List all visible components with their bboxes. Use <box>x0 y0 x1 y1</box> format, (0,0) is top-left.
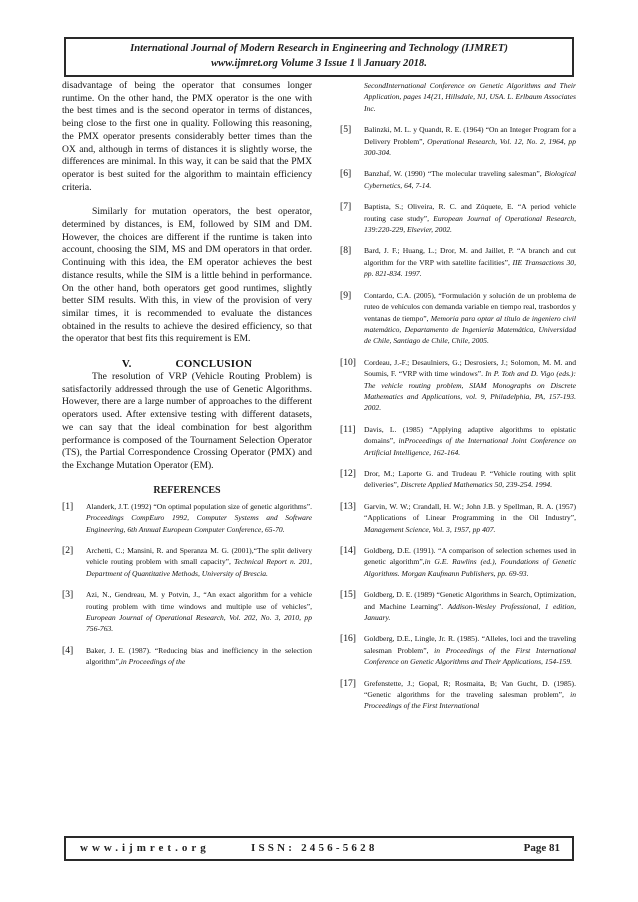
reference-number: [2] <box>62 544 74 556</box>
reference-item <box>340 290 576 347</box>
reference-text: Baptista, S.; Oliveira, R. C. and Zúquete, E. “A period vehicle routing case study”, European Journal of Operational Research, 139:220-229, Elsevier, 2002. <box>364 202 576 235</box>
reference-number: [13] <box>340 500 356 512</box>
reference-number: [6] <box>340 168 352 180</box>
reference-item <box>340 124 576 158</box>
reference-text: Alanderk, J.T. (1992) “On optimal population size of genetic algorithms”. Proceedings CompEuro 1992, Computer Systems and Software Engineering, 6th Annual European Computer Conference, 65-70. <box>86 501 312 534</box>
reference-continuation: SecondInternational Conference on Genetic Algorithms and Their Application, pages 14{21, Hillsdale, NJ, USA. L. Erlbaum Associates Inc. <box>364 81 576 113</box>
reference-text: Banzhaf, W. (1990) “The molecular traveling salesman”, Biological Cybernetics, 64, 7-14. <box>364 169 576 190</box>
reference-text: Goldberg, D.E. (1991). “A comparison of selection schemes used in genetic algorithm”,in G.E. Rawlins (ed.), Foundations of Genetic Algorithms. Morgan Kaufmann Publishers, pp. 69-93. <box>364 546 576 578</box>
reference-text: Balinzki, M. L. y Quandt, R. E. (1964) “On an Integer Program for a Delivery Problem”, Operational Research, Vol. 12, No. 2, 1964, pp 300-304. <box>364 125 576 158</box>
reference-number: [14] <box>340 545 356 556</box>
reference-number: [5] <box>340 124 352 136</box>
conclusion-number: V. <box>121 358 132 371</box>
references-heading: REFERENCES <box>153 484 221 496</box>
reference-number: [16] <box>340 633 356 645</box>
reference-item <box>340 589 576 623</box>
reference-number: [17] <box>340 677 356 689</box>
reference-item <box>340 501 576 535</box>
reference-item <box>62 645 312 668</box>
reference-item <box>340 468 576 491</box>
reference-number: [7] <box>340 201 352 213</box>
reference-text: Goldberg, D. E. (1989) “Genetic Algorithms in Search, Optimization, and Machine Learning”. Addison-Wesley Professional, 1 edition, January. <box>364 590 576 623</box>
journal-title: International Journal of Modern Research in Engineering and Technology (IJMRET) <box>130 43 508 54</box>
reference-number: [3] <box>62 589 74 601</box>
reference-number: [4] <box>62 644 74 656</box>
footer-website: www.ijmret.org <box>80 842 210 854</box>
reference-item <box>340 424 576 458</box>
reference-item <box>62 501 312 535</box>
conclusion-title: CONCLUSION <box>175 358 253 371</box>
reference-text: Bard, J. F.; Huang, L.; Dror, M. and Jaillet, P. “A branch and cut algorithm for the VRP with satellite facilities”, IIE Transactions 30, pp. 821-834. 1997. <box>364 246 576 279</box>
reference-item <box>340 168 576 191</box>
conclusion-heading <box>62 358 312 371</box>
reference-text: Contardo, C.A. (2005), “Formulación y solución de un problema de ruteo de vehículos con demanda variable en tiempo real, trasbordos y ventanas de tiempo”, Memoria para optar al título de ingeniero civil matemático, Departamento de Ingeniería Matemática, Universidad de Chile, Santiago de Chile, Chile, 2005. <box>364 290 576 346</box>
reference-item <box>340 633 576 667</box>
journal-header <box>64 37 574 77</box>
left-column <box>62 80 312 678</box>
reference-number: [1] <box>62 500 74 512</box>
page-footer <box>64 836 574 861</box>
reference-item <box>62 589 312 635</box>
paragraph-conclusion: The resolution of VRP (Vehicle Routing Problem) is satisfactorily addressed through the use of Genetic Algorithms. However, there are a large number of approaches to the different operators used. After extensive testing with different datasets, we can say that the ideal combination for best algorithm performance is composed of the Tournament Selection Operator (TS), the Partial Correspondence Crossing Operator (PMX) and the Exchange Mutation Operator (EM). <box>62 371 312 471</box>
reference-number: [15] <box>340 589 356 601</box>
reference-text: Cordeau, J.-F.; Desaulniers, G.; Desrosiers, J.; Solomon, M. M. and Soumis, F. “VRP with time windows”. In P. Toth and D. Vigo (eds.): The vehicle routing problem, SIAM Monographs on Discrete Mathematics and Applications, vol. 9, Philadelphia, PA, 157-193. 2002. <box>364 357 576 413</box>
footer-issn: ISSN: 2456-5628 <box>251 842 378 854</box>
paragraph-crossover: disadvantage of being the operator that consumes longer runtime. On the other hand, the PMX operator is the one with the best times and is the second operator in terms of distances, being close to the first one in quality. Following this reasoning, the PMX operator presents considerably better times than the OX and, although in terms of distances it is slightly worse, the differences are minimal. In this way, it can be said that the PMX operator is best suited for the algorithm to maintain efficiency criteria. <box>62 80 312 193</box>
reference-item <box>340 245 576 279</box>
paragraph-mutation: Similarly for mutation operators, the best operator, determined by distances, is EM, followed by SIM and DM. However, the choices are different if the runtime is taken into account, choosing the SIM, MS and DM operators in that order. Continuing with this idea, the EM operator achieves the best distance results, while the SIM is a little behind in performance. On the other hand, both operators get good runtimes, slightly better SIM results. With this, in view of the provision of very similar times, it is recommended to evaluate the distances obtained in the results to achieve the desired efficiency, so that the operator that best fits this requirement is EM. <box>62 206 312 345</box>
reference-text: Archetti, C.; Mansini, R. and Speranza M. G. (2001),“The split delivery vehicle routing problem with small capacity”, Technical Report n. 201, Department of Quantitative Methods, University of Brescia. <box>86 545 312 578</box>
reference-text: Dror, M.; Laporte G. and Trudeau P. “Vehicle routing with split deliveries”, Discrete Applied Mathematics 50, 239-254. 1994. <box>364 468 576 490</box>
right-column <box>340 80 576 722</box>
reference-item <box>340 545 576 579</box>
reference-text: Grefenstette, J.; Gopal, R; Rosmaita, B; Van Gucht, D. (1985). “Genetic algorithms for the traveling salesman problem”, in Proceedings of the First International <box>364 678 576 711</box>
reference-text: Azi, N., Gendreau, M. y Potvin, J., “An exact algorithm for a vehicle routing problem with time windows and multiple use of vehicles”, European Journal of Operational Research, Vol. 202, No. 3, 2010, pp 756-763. <box>86 590 312 634</box>
reference-item <box>340 201 576 235</box>
reference-number: [12] <box>340 467 356 479</box>
reference-item <box>62 545 312 579</box>
reference-text: Garvin, W. W.; Crandall, H. W.; John J.B. y Spellman, R. A. (1957) “Applications of Linear Programming in the Oil Industry”, Management Science, Vol. 3, 1957, pp 407. <box>364 501 576 534</box>
reference-item <box>340 357 576 414</box>
reference-text: Goldberg, D.E., Lingle, Jr. R. (1985). “Alleles, loci and the traveling salesman Problem”, in Proceedings of the First International Conference on Genetic Algorithms and Their Applications, 154-159. <box>364 634 576 667</box>
reference-number: [11] <box>340 423 356 435</box>
journal-issue: www.ijmret.org Volume 3 Issue 1 ǁ January 2018. <box>211 58 427 69</box>
reference-item <box>340 678 576 712</box>
reference-number: [9] <box>340 289 352 301</box>
page-number: Page 81 <box>523 842 560 854</box>
reference-number: [8] <box>340 245 352 257</box>
reference-number: [10] <box>340 356 356 368</box>
reference-text: Baker, J. E. (1987). “Reducing bias and inefficiency in the selection algorithm”,in Proceedings of the <box>86 645 312 667</box>
reference-text: Davis, L. (1985) “Applying adaptive algorithms to epistatic domains”, inProceedings of the International Joint Conference on Artificial Intelligence, 162-164. <box>364 424 576 457</box>
